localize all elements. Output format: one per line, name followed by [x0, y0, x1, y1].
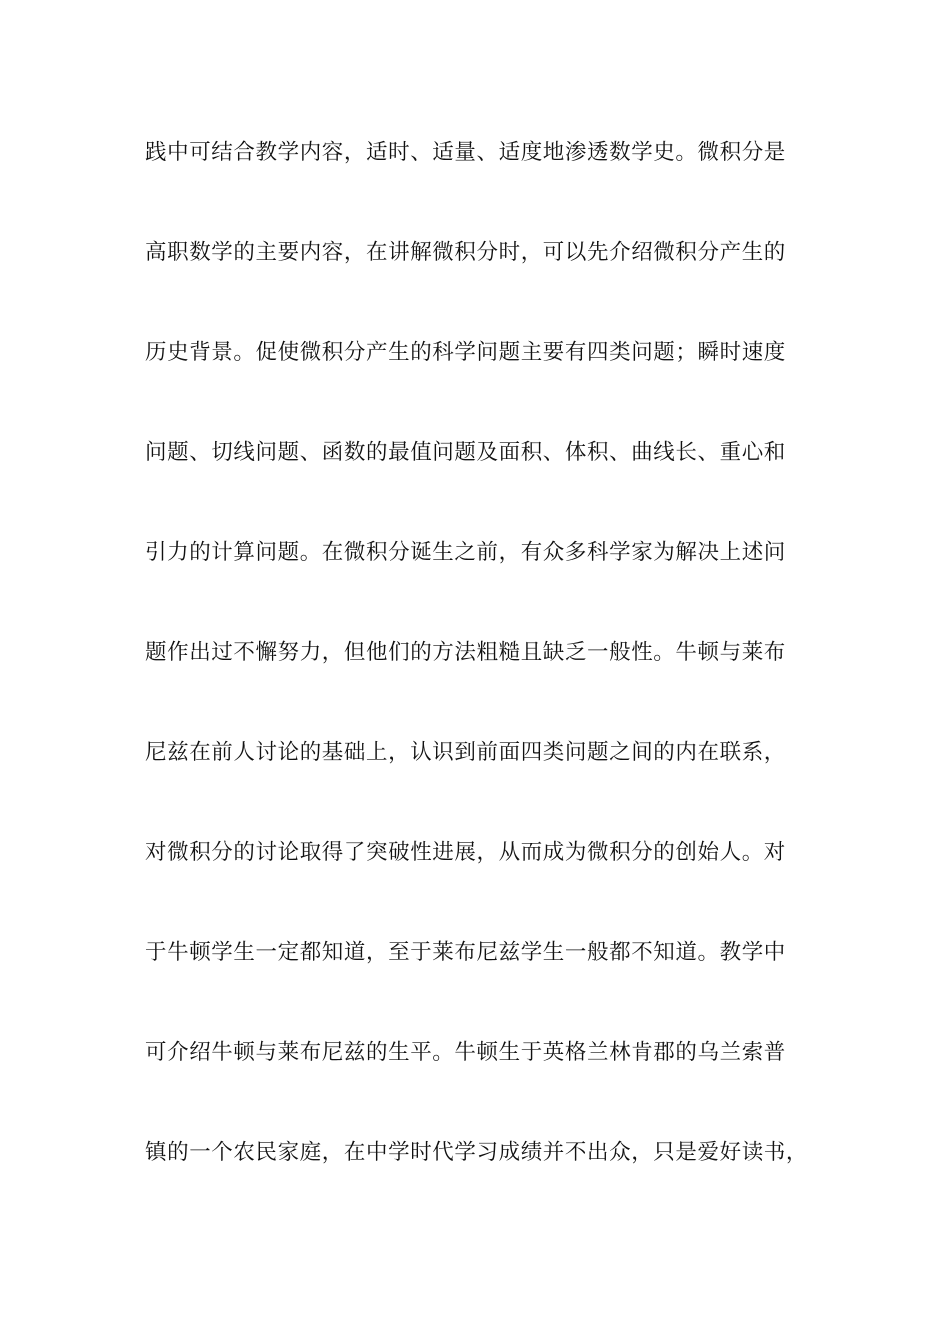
text-line: 镇的一个农民家庭，在中学时代学习成绩并不出众，只是爱好读书，	[145, 1140, 809, 1165]
text-line: 历史背景。促使微积分产生的科学问题主要有四类问题；瞬时速度	[145, 340, 786, 365]
text-line: 题作出过不懈努力，但他们的方法粗糙且缺乏一般性。牛顿与莱布	[145, 640, 786, 665]
body-paragraph	[145, 131, 825, 1231]
text-line: 于牛顿学生一定都知道，至于莱布尼兹学生一般都不知道。教学中	[145, 940, 786, 965]
text-line: 问题、切线问题、函数的最值问题及面积、体积、曲线长、重心和	[145, 440, 786, 465]
text-line: 引力的计算问题。在微积分诞生之前，有众多科学家为解决上述问	[145, 540, 786, 565]
text-line: 对微积分的讨论取得了突破性进展，从而成为微积分的创始人。对	[145, 840, 786, 865]
text-line: 践中可结合教学内容，适时、适量、适度地渗透数学史。微积分是	[145, 140, 786, 165]
text-line: 可介绍牛顿与莱布尼兹的生平。牛顿生于英格兰林肯郡的乌兰索普	[145, 1040, 786, 1065]
text-line: 高职数学的主要内容，在讲解微积分时，可以先介绍微积分产生的	[145, 240, 786, 265]
text-line: 尼兹在前人讨论的基础上，认识到前面四类问题之间的内在联系，	[145, 740, 786, 765]
